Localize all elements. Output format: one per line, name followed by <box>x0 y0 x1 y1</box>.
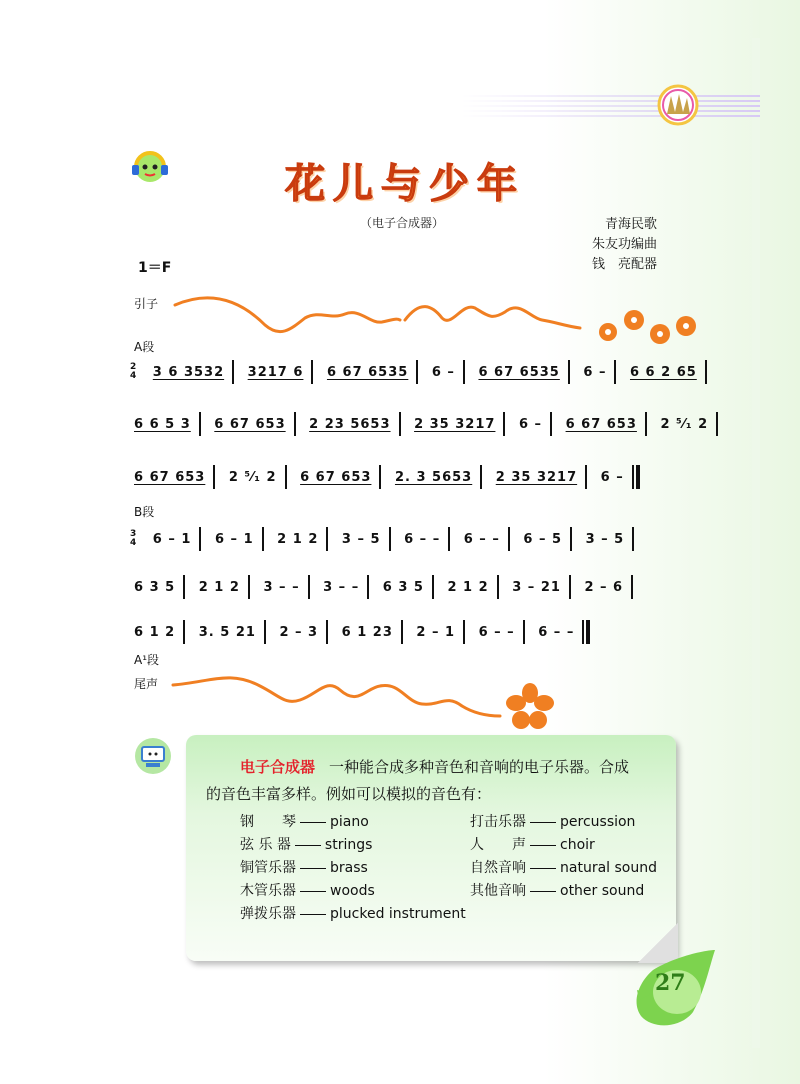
measure: 2 – 6 <box>584 579 624 595</box>
measure: 6 67 653 <box>134 469 206 485</box>
measure: 2 1 2 <box>447 579 489 595</box>
page-number-badge <box>633 950 723 1030</box>
measure: 3 6 3532 <box>152 364 225 380</box>
score-row-4 <box>130 527 638 555</box>
measure: 6 – 1 <box>152 531 192 547</box>
info-desc-line2: 的音色丰富多样。例如可以模拟的音色有： <box>206 785 492 803</box>
score-row-2 <box>130 412 722 440</box>
subtitle: （电子合成器） <box>360 216 445 230</box>
computer-bubble-icon <box>132 737 174 775</box>
section-label-a: A段 <box>134 340 155 354</box>
info-term: 电子合成器 <box>240 758 316 776</box>
measure: 6 – <box>583 364 607 380</box>
measure: 6 3 5 <box>382 579 424 595</box>
score-row-1 <box>130 360 711 388</box>
measure: 6 – 5 <box>523 531 563 547</box>
measure: 2 – 1 <box>416 624 456 640</box>
measure: 2 ⁵⁄₁ 2 <box>228 469 277 485</box>
measure: 6 67 6535 <box>478 364 560 380</box>
credit-orchestrator: 钱 亮配器 <box>592 257 658 272</box>
intro-wave <box>170 290 610 340</box>
score-row-5 <box>130 575 637 603</box>
instrument-item: 钢 琴 piano <box>240 814 369 830</box>
measure: 6 – 1 <box>214 531 254 547</box>
measure: 2 – 3 <box>279 624 319 640</box>
instrument-item: 弦 乐 器 strings <box>240 837 373 853</box>
measure: 6 – <box>518 416 543 432</box>
headphone-face-icon <box>130 145 170 185</box>
measure: 6 – <box>600 469 624 485</box>
measure: 2 1 2 <box>198 579 240 595</box>
measure: 3 – – <box>323 579 360 595</box>
instrument-item: 弹拨乐器 plucked instrument <box>240 906 466 922</box>
measure: 6 – – <box>478 624 515 640</box>
measure: 2 23 5653 <box>309 416 391 432</box>
measure: 2. 3 5653 <box>394 469 473 485</box>
measure: 3 – – <box>263 579 300 595</box>
credit-arranger: 朱友功编曲 <box>592 237 658 252</box>
instrument-item: 打击乐器 percussion <box>470 814 636 830</box>
measure: 3 – 5 <box>585 531 625 547</box>
measure: 6 6 5 3 <box>134 416 191 432</box>
measure: 6 – – <box>404 531 441 547</box>
measure: 6 67 653 <box>214 416 286 432</box>
section-label-a1: A¹段 <box>134 653 160 667</box>
measure: 6 – – <box>538 624 575 640</box>
measure: 6 67 653 <box>300 469 372 485</box>
time-signature-b: 3 4 <box>130 529 138 548</box>
measure: 6 67 653 <box>565 416 637 432</box>
section-label-intro: 引子 <box>134 297 159 311</box>
large-flower-icon <box>506 683 554 731</box>
measure: 6 1 23 <box>341 624 393 640</box>
measure: 2 35 3217 <box>414 416 496 432</box>
flower-cluster-icon <box>596 308 700 348</box>
page-number: 27 <box>655 970 686 996</box>
measure: 3. 5 21 <box>198 624 256 640</box>
credit-origin: 青海民歌 <box>605 217 658 232</box>
info-heading <box>240 756 629 777</box>
measure: 2 ⁵⁄₁ 2 <box>660 416 709 432</box>
time-signature-a: 2 4 <box>130 362 138 381</box>
measure: 6 – <box>431 364 455 380</box>
measure: 3217 6 <box>247 364 304 380</box>
measure: 6 3 5 <box>134 579 176 595</box>
right-margin-band <box>752 38 760 1048</box>
grass-badge-icon <box>657 84 699 126</box>
credits <box>592 215 657 275</box>
instrument-item: 自然音响 natural sound <box>470 860 657 876</box>
measure: 3 – 5 <box>341 531 381 547</box>
song-title: 花儿与少年 <box>285 160 525 207</box>
score-row-6 <box>130 620 594 648</box>
measure: 6 – – <box>463 531 500 547</box>
info-desc-line1: 一种能合成多种音色和音响的电子乐器。合成 <box>329 758 630 776</box>
measure: 6 67 6535 <box>326 364 409 380</box>
measure: 6 1 2 <box>134 624 176 640</box>
measure: 6 6 2 65 <box>629 364 697 380</box>
measure: 2 1 2 <box>277 531 319 547</box>
instrument-item: 木管乐器 woods <box>240 883 375 899</box>
outro-wave <box>170 660 510 720</box>
section-label-outro: 尾声 <box>134 677 159 691</box>
key-signature: 1＝F <box>138 260 172 276</box>
instrument-item: 其他音响 other sound <box>470 883 645 899</box>
decorative-stripes <box>460 95 760 119</box>
instrument-item: 人 声 choir <box>470 837 595 853</box>
instrument-item: 铜管乐器 brass <box>240 860 368 876</box>
section-label-b: B段 <box>134 505 155 519</box>
measure: 3 – 21 <box>512 579 561 595</box>
score-row-3 <box>130 465 644 493</box>
measure: 2 35 3217 <box>495 469 578 485</box>
